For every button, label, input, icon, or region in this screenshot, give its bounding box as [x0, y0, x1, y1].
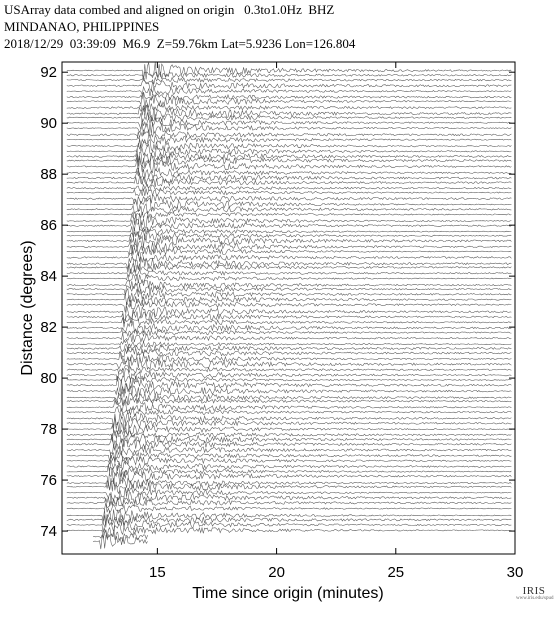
seismogram-trace [67, 189, 512, 197]
seismogram-trace [67, 94, 512, 110]
y-tick-label: 78 [40, 421, 57, 439]
seismogram-trace [67, 333, 512, 342]
seismogram-traces [67, 62, 512, 549]
seismogram-trace [67, 143, 512, 157]
seismogram-trace [67, 464, 512, 477]
plot-frame [62, 62, 515, 554]
y-tick-label: 92 [40, 64, 57, 82]
seismogram-trace [67, 257, 512, 272]
x-axis-title: Time since origin (minutes) [192, 585, 384, 602]
seismogram-trace [67, 478, 512, 490]
seismogram-trace [67, 366, 512, 375]
seismogram-trace [67, 412, 512, 427]
seismogram-trace [67, 130, 512, 139]
logo-wordmark: IRIS [522, 585, 546, 597]
seismogram-trace [67, 104, 512, 112]
seismogram-trace [67, 122, 512, 136]
figure-title: USArray data combed and aligned on origin 0.3to1.0Hz BHZ [4, 2, 335, 17]
seismogram-trace [67, 416, 512, 431]
seismogram-trace [67, 112, 512, 122]
x-tick-label: 30 [506, 564, 524, 581]
y-tick-label: 82 [40, 319, 57, 337]
seismogram-trace [67, 460, 512, 471]
seismogram-trace [67, 280, 512, 289]
seismogram-trace [67, 376, 512, 384]
x-tick-label: 15 [149, 564, 166, 581]
y-tick-label: 80 [40, 370, 57, 388]
y-tick-label: 76 [40, 472, 57, 490]
seismogram-trace [67, 76, 512, 84]
seismogram-trace [67, 431, 512, 448]
seismogram-trace [67, 328, 512, 336]
y-tick-label: 86 [40, 217, 57, 235]
x-tick-label: 20 [268, 564, 285, 581]
seismogram-trace [67, 352, 512, 365]
seismogram-trace [67, 72, 512, 79]
seismogram-trace [67, 503, 512, 513]
seismogram-trace [67, 219, 512, 231]
seismogram-trace [67, 87, 512, 97]
y-tick-label: 90 [40, 115, 57, 133]
seismogram-trace [67, 139, 512, 153]
x-tick-label: 25 [387, 564, 405, 581]
iris-logo [516, 585, 552, 601]
seismogram-trace [67, 274, 512, 283]
y-tick-label: 84 [40, 268, 57, 286]
seismogram-trace [67, 437, 512, 450]
seismogram-trace [67, 184, 512, 190]
seismogram-trace [67, 509, 512, 524]
logo-url: www.iris.edu/spud [516, 596, 554, 601]
seismogram-trace [67, 497, 512, 506]
seismogram-trace [67, 422, 512, 435]
seismogram-trace [67, 245, 512, 256]
seismogram-trace [67, 80, 512, 91]
seismogram-trace [67, 340, 512, 348]
seismogram-trace [67, 204, 512, 215]
seismogram-trace [67, 62, 512, 80]
y-tick-label: 88 [40, 166, 57, 184]
seismogram-trace [67, 92, 512, 100]
event-details: 2018/12/29 03:39:09 M6.9 Z=59.76km Lat=5.9236 Lon=126.804 [4, 36, 356, 51]
seismogram-trace [67, 488, 512, 500]
y-axis-title: Distance (degrees) [19, 240, 36, 376]
y-tick-label: 74 [40, 523, 57, 541]
event-region: MINDANAO, PHILIPPINES [4, 19, 160, 34]
seismogram-trace [67, 398, 512, 406]
seismogram-trace [67, 392, 512, 405]
